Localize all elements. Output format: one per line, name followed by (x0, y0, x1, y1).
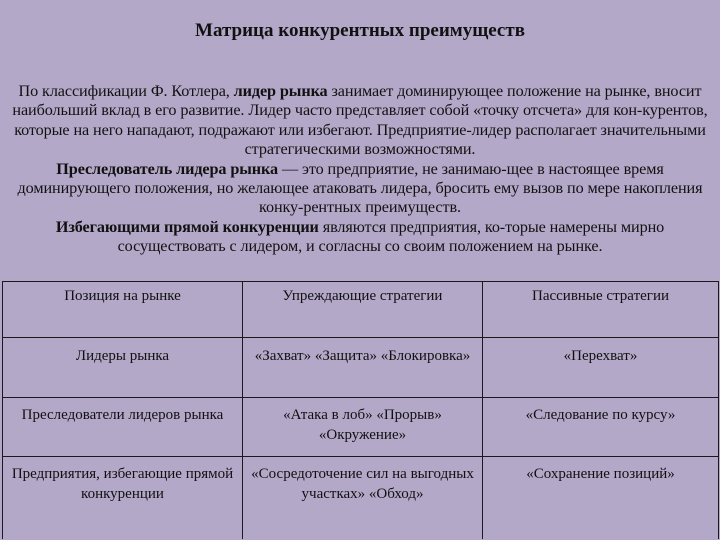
cell-position: Преследователи лидеров рынка (3, 398, 243, 457)
strategy-matrix-table (2, 281, 719, 539)
cell-position: Лидеры рынка (3, 338, 243, 398)
text-span: являются предприятия, ко-торые намерены мирно сосуществовать с лидером, и согласны со своим положением на рынке. (117, 217, 665, 256)
term-avoider: Избегающими прямой конкуренции (55, 217, 319, 236)
intro-paragraph-leader (6, 82, 714, 160)
cell-proactive: «Захват» «Защита» «Блокировка» (243, 338, 483, 398)
intro-text (6, 82, 714, 257)
text-span: По классификации Ф. Котлера, (18, 82, 234, 100)
header-passive: Пассивные стратегии (483, 282, 719, 338)
cell-proactive: «Атака в лоб» «Прорыв» «Окружение» (243, 398, 483, 457)
term-follower: Преследователь лидера рынка (56, 159, 279, 178)
header-position: Позиция на рынке (3, 282, 243, 338)
text-span: занимает доминирующее положение на рынке, вносит наибольший вклад в его развитие. Лидер часто представляет собой «точку отсчета» для кон-курентов, которые на него нападают, подражают или избегают. Предприятие-лидер располагает значительными стратегическими возможностями. (12, 82, 708, 159)
cell-proactive: «Сосредоточение сил на выгодных участках» «Обход» (243, 457, 483, 540)
header-proactive: Упреждающие стратегии (243, 282, 483, 338)
table-header-row (3, 282, 719, 338)
cell-position: Предприятия, избегающие прямой конкуренции (3, 457, 243, 540)
table-row (3, 338, 719, 398)
intro-paragraph-follower (6, 160, 714, 218)
cell-passive: «Перехват» (483, 338, 719, 398)
cell-passive: «Сохранение позиций» (483, 457, 719, 540)
page-title: Матрица конкурентных преимуществ (195, 20, 525, 41)
cell-passive: «Следование по курсу» (483, 398, 719, 457)
table-row (3, 398, 719, 457)
term-market-leader: лидер рынка (233, 82, 328, 100)
intro-paragraph-avoider (6, 218, 714, 257)
text-span: — это предприятие, не занимаю-щее в настоящее время доминирующего положения, но желающее атаковать лидера, бросить ему вызов по мере накопления конку-рентных преимуществ. (17, 159, 703, 217)
table-row (3, 457, 719, 540)
